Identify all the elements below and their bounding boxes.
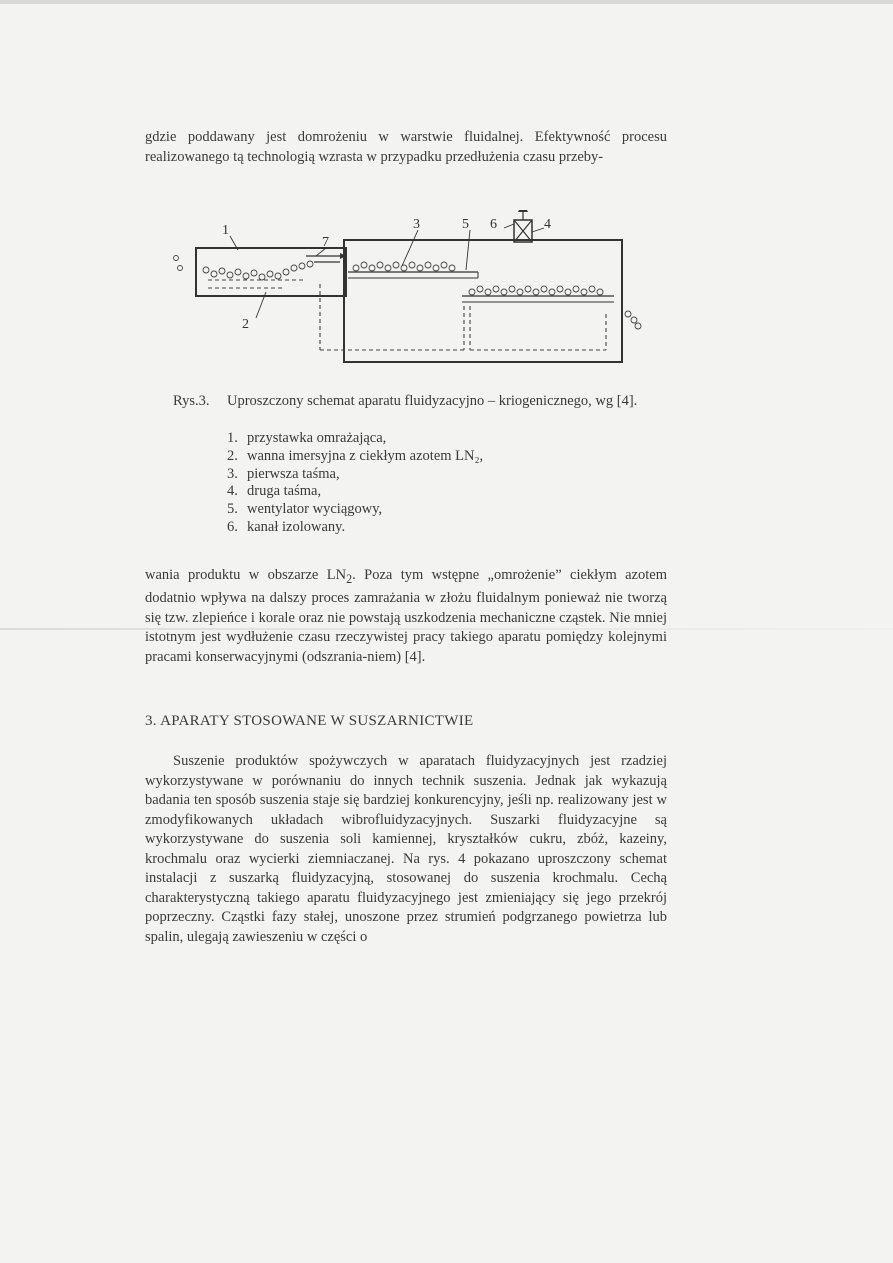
- label-7: 7: [322, 235, 329, 250]
- label-1: 1: [222, 223, 229, 238]
- paragraph-drying: Suszenie produktów spożywczych w aparatach fluidyzacyjnych jest rzadziej wykorzystywane w porównaniu do innych technik suszenia. Jednak jak wykazują badania ten sposób suszenia staje się bardziej konkurencyjny, jeśli np. realizowany jest w zmodyfikowanych układach wibrofluidyzacyjnych. Suszarki fluidyzacyjne są wykorzystywane do suszenia soli kamiennej, kryształków cukru, zbóż, kazeiny, krochmalu oraz wycierki ziemniaczanej. Na rys. 4 pokazano uproszczony schemat instalacji z suszarką fluidyzacyjną, stosowanej do suszenia krochmalu. Cechą charakterystyczną takiego aparatu fluidyzacyjnego jest zmieniający się jego przekrój poprzeczny. Cząstki fazy stałej, unoszone przez strumień podgrzanego powietrza lub spalin, ulegają zawieszeniu w części o: [145, 753, 667, 945]
- legend-item: 3. pierwsza taśma,: [227, 465, 340, 482]
- legend-item: 2. wanna imersyjna z ciekłym azotem LN₂,: [227, 447, 484, 464]
- label-5: 5: [462, 217, 469, 232]
- legend-item: 5. wentylator wyciągowy,: [227, 501, 383, 518]
- legend-item: 6. kanał izolowany.: [227, 518, 346, 535]
- label-6: 6: [490, 217, 497, 232]
- legend-item: 1. przystawka omrażająca,: [227, 430, 387, 446]
- caption-text: Uproszczony schemat aparatu fluidyzacyjno – kriogenicznego, wg [4].: [227, 393, 638, 409]
- section-heading: 3. APARATY STOSOWANE W SUSZARNICTWIE: [145, 713, 474, 729]
- caption-label: Rys.3.: [173, 393, 210, 409]
- figure-legend: [227, 430, 483, 537]
- label-2: 2: [242, 317, 249, 332]
- paragraph-intro: gdzie poddawany jest domrożeniu w warstwie fluidalnej. Efektywność procesu realizowanego tą technologią wzrasta w przypadku przedłużenia czasu przeby-: [145, 129, 667, 165]
- label-3: 3: [413, 217, 420, 232]
- label-4: 4: [544, 217, 551, 232]
- legend-item: 4. druga taśma,: [227, 483, 322, 500]
- pre-freezer-box: [196, 248, 346, 296]
- apparatus-diagram: [166, 210, 656, 382]
- paragraph-after-figure: wania produktu w obszarze $LN_2$. Poza tym wstępne „omrożenie” ciekłym azotem dodatnio wpływa na dalszy proces zamrażania w złożu fluidalnym ponieważ nie tworzą się tzw. zlepieńce i korale oraz nie powstają uszkodzenia mechaniczne cząstek. Nie mniej istotnym jest wydłużenie czasu rzeczywistej pracy takiego aparatu pomiędzy kolejnymi pracami konserwacyjnymi (odszrania-niem) [4].: [145, 567, 667, 665]
- figure-caption: [173, 392, 667, 411]
- page-top-edge: [0, 0, 893, 4]
- fluidization-chamber: [344, 240, 622, 362]
